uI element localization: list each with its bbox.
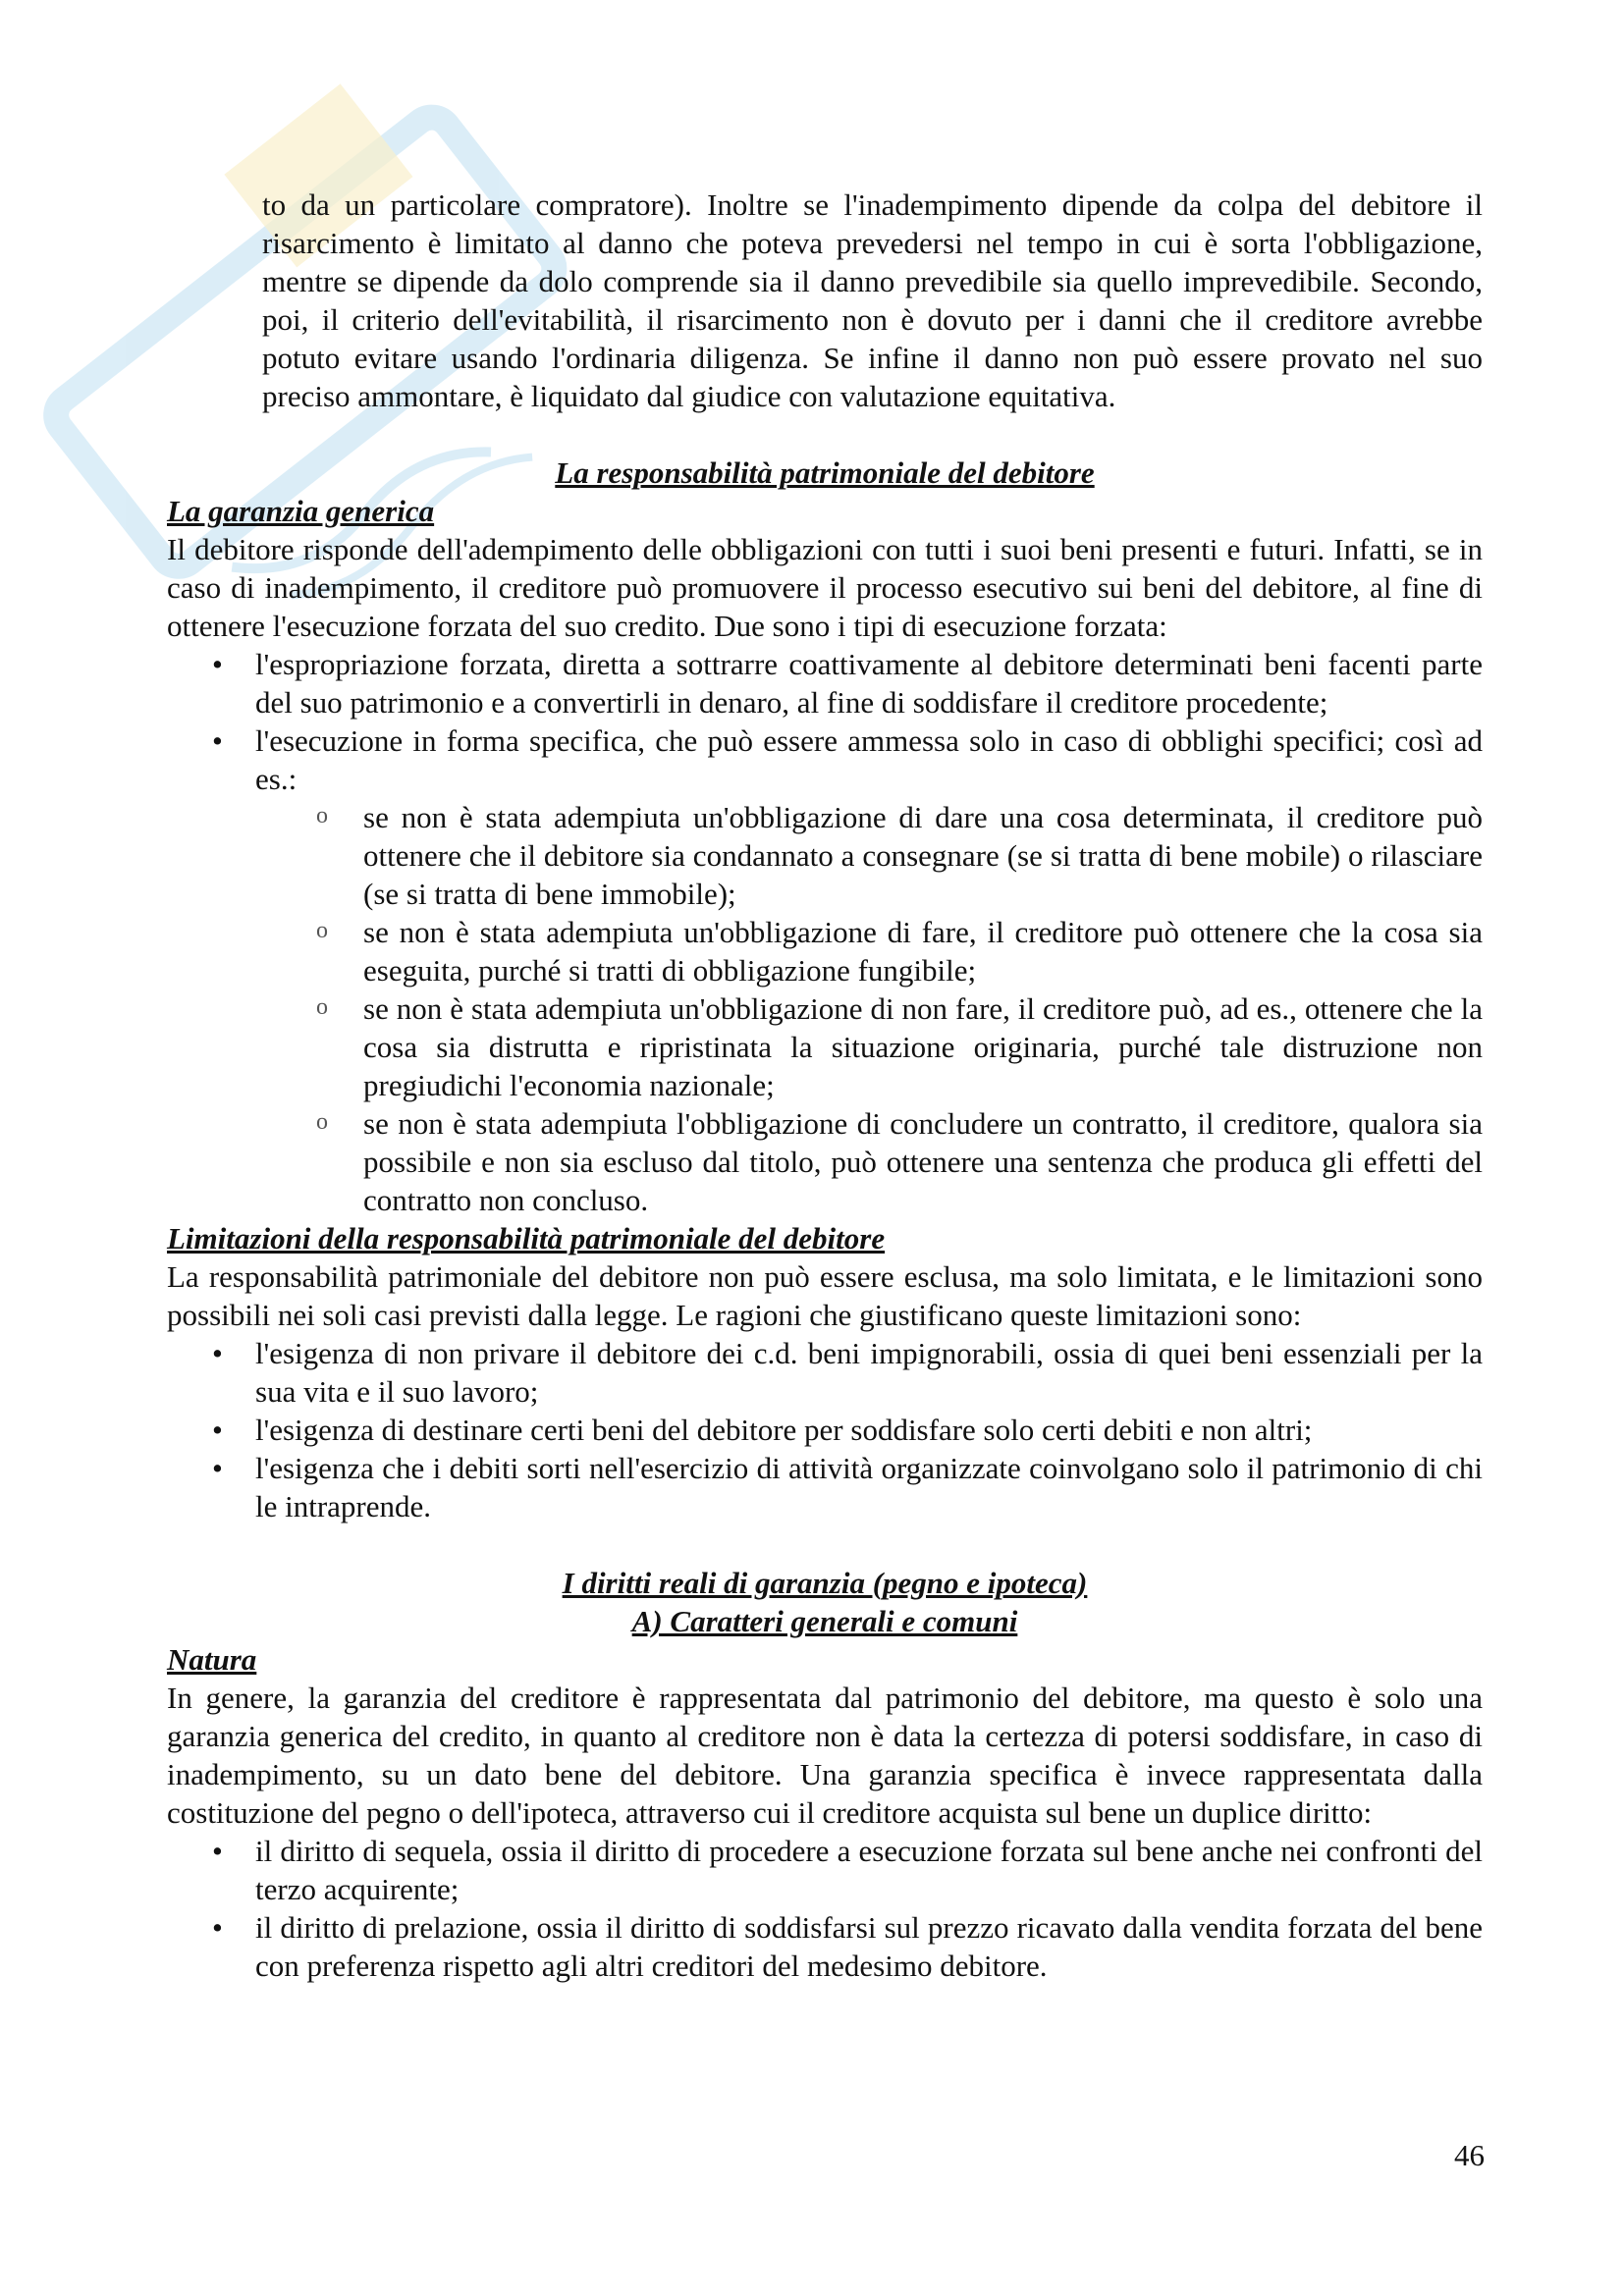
section2-subtitle: A) Caratteri generali e comuni: [631, 1604, 1018, 1638]
sub-list-item: o se non è stata adempiuta un'obbligazione di non fare, il creditore può, ad es., ottenere che la cosa sia distrutta e ripristinata la situazione originaria, purché tale distruzione non pregiudichi l'economia nazionale;: [167, 989, 1483, 1104]
section1-title: La responsabilità patrimoniale del debitore: [555, 455, 1095, 490]
sub-list-item: o se non è stata adempiuta un'obbligazione di dare una cosa determinata, il creditore può ottenere che il debitore sia condannato a consegnare (se si tratta di bene mobile) o rilasciare (se si tratta di bene immobile);: [167, 798, 1483, 913]
bullet-list: [167, 1334, 1483, 1525]
list-item: • l'esigenza di destinare certi beni del debitore per soddisfare solo certi debiti e non altri;: [167, 1411, 1483, 1449]
document-page: [167, 186, 1483, 1985]
list-item: • l'esecuzione in forma specifica, che può essere ammessa solo in caso di obblighi specifici; così ad es.:: [167, 721, 1483, 798]
sub-list-item: o se non è stata adempiuta un'obbligazione di fare, il creditore può ottenere che la cosa sia eseguita, purché si tratti di obbligazione fungibile;: [167, 913, 1483, 989]
section1-sub1-heading: La garanzia generica: [167, 494, 435, 528]
bullet-list: [167, 645, 1483, 798]
section2-sub1-text: In genere, la garanzia del creditore è rappresentata dal patrimonio del debitore, ma questo è solo una garanzia generica del credito, in quanto al creditore non è data la certezza di potersi soddisfare, in caso di inadempimento, su un dato bene del debitore. Una garanzia specifica è invece rappresentata dalla costituzione del pegno o dell'ipoteca, attraverso cui il creditore acquista sul bene un duplice diritto:: [167, 1681, 1483, 1830]
intro-paragraph: to da un particolare compratore). Inoltre se l'inadempimento dipende da colpa del debitore il risarcimento è limitato al danno che poteva prevedersi nel tempo in cui è sorta l'obbligazione, mentre se dipende da dolo comprende sia il danno prevedibile sia quello imprevedibile. Secondo, poi, il criterio dell'evitabilità, il risarcimento non è dovuto per i danni che il creditore avrebbe potuto evitare usando l'ordinaria diligenza. Se infine il danno non può essere provato nel suo preciso ammontare, è liquidato dal giudice con valutazione equitativa.: [262, 187, 1483, 413]
section1-sub2-heading: Limitazioni della responsabilità patrimoniale del debitore: [167, 1221, 886, 1255]
list-item: • l'esigenza di non privare il debitore dei c.d. beni impignorabili, ossia di quei beni essenziali per la sua vita e il suo lavoro;: [167, 1334, 1483, 1411]
list-item: • il diritto di sequela, ossia il diritto di procedere a esecuzione forzata sul bene anche nei confronti del terzo acquirente;: [167, 1832, 1483, 1908]
section1-sub2-text: La responsabilità patrimoniale del debitore non può essere esclusa, ma solo limitata, e le limitazioni sono possibili nei soli casi previsti dalla legge. Le ragioni che giustificano queste limitazioni sono:: [167, 1259, 1483, 1332]
section2-sub1-heading: Natura: [167, 1642, 257, 1677]
section2-title: I diritti reali di garanzia (pegno e ipoteca): [562, 1566, 1088, 1600]
list-item: • il diritto di prelazione, ossia il diritto di soddisfarsi sul prezzo ricavato dalla vendita forzata del bene con preferenza rispetto agli altri creditori del medesimo debitore.: [167, 1908, 1483, 1985]
list-item: • l'esigenza che i debiti sorti nell'esercizio di attività organizzate coinvolgano solo il patrimonio di chi le intraprende.: [167, 1449, 1483, 1525]
section1-sub1-text: Il debitore risponde dell'adempimento delle obbligazioni con tutti i suoi beni presenti e futuri. Infatti, se in caso di inadempimento, il creditore può promuovere il processo esecutivo sui beni del debitore, al fine di ottenere l'esecuzione forzata del suo credito. Due sono i tipi di esecuzione forzata:: [167, 532, 1483, 643]
bullet-list: [167, 1832, 1483, 1985]
sub-list-item: o se non è stata adempiuta l'obbligazione di concludere un contratto, il creditore, qualora sia possibile e non sia escluso dal titolo, può ottenere una sentenza che produca gli effetti del contratto non concluso.: [167, 1104, 1483, 1219]
sub-bullet-list: [167, 798, 1483, 1219]
page-number: 46: [1454, 2138, 1485, 2172]
list-item: • l'espropriazione forzata, diretta a sottrarre coattivamente al debitore determinati beni facenti parte del suo patrimonio e a convertirli in denaro, al fine di soddisfare il creditore procedente;: [167, 645, 1483, 721]
